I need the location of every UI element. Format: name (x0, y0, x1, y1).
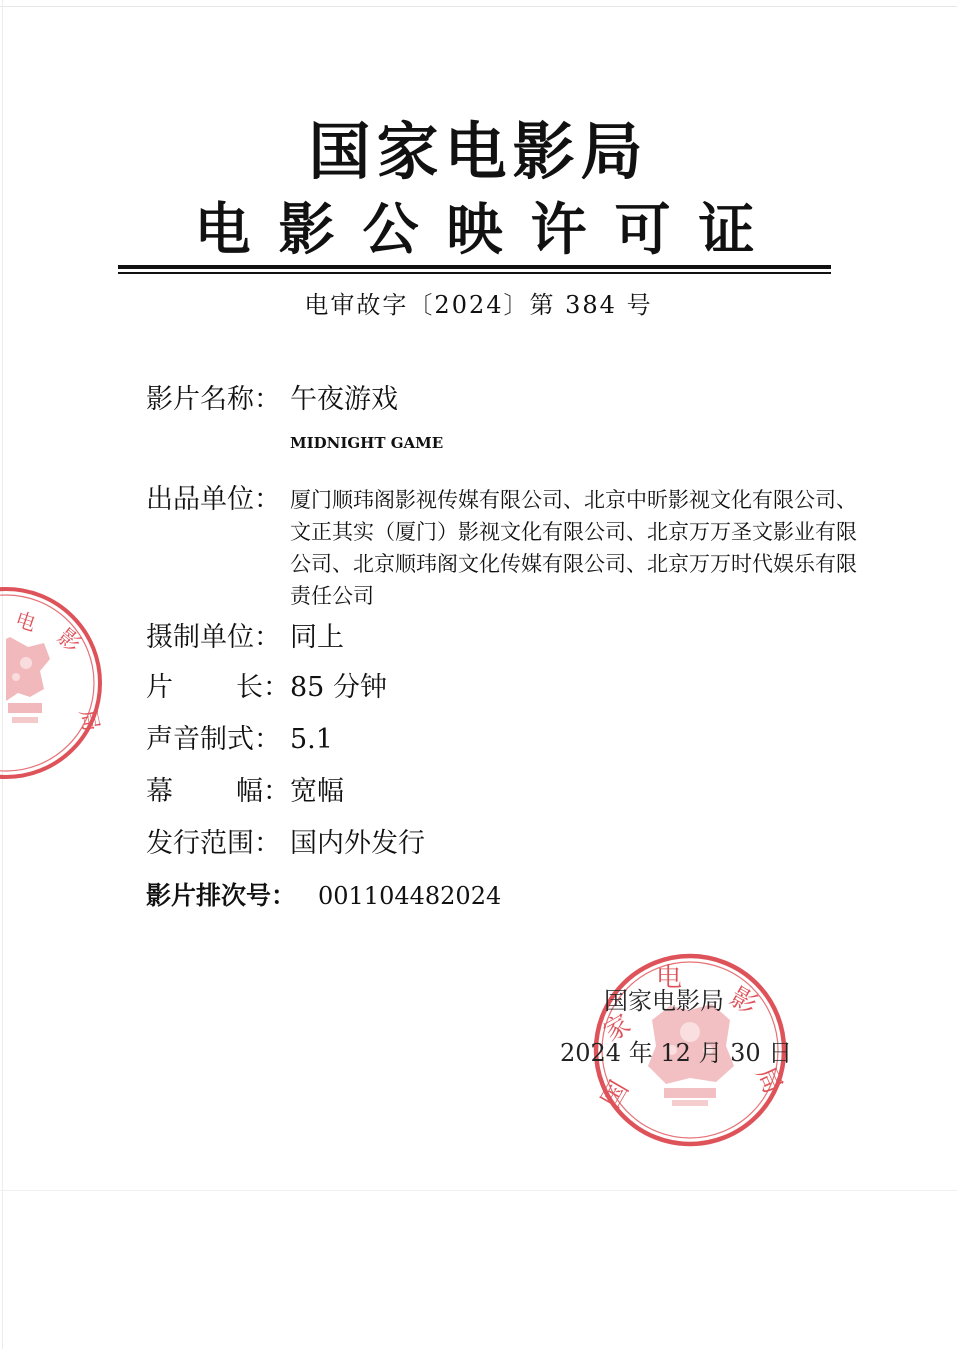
serial-label: 影片排次号： (146, 881, 297, 910)
serial-row (146, 878, 501, 914)
sound-value: 5.1 (290, 724, 333, 755)
scan-border-top (0, 6, 957, 7)
left-seal-stamp (0, 585, 112, 785)
issuer-title: 国家电影局 (308, 115, 649, 188)
shooting-value: 同上 (290, 622, 344, 653)
film-name-label: 影片名称： (146, 384, 281, 415)
release-label: 发行范围： (146, 828, 281, 859)
screen-label-char: 幅： (236, 776, 290, 807)
page-bottom-edge (0, 1190, 957, 1191)
screen-row (146, 774, 344, 810)
seal-char-ying: 影 (724, 982, 763, 1022)
producer-line: 公司、北京顺玮阁文化传媒有限公司、北京万万时代娱乐有限 (290, 552, 857, 576)
document-number: 电审故字〔2024〕第 384 号 (304, 291, 653, 319)
length-label (146, 670, 290, 706)
screen-label (146, 774, 290, 810)
seal-char-jia: 家 (598, 1009, 637, 1049)
producer-row (146, 482, 290, 518)
signature-date: 2024 年 12 月 30 日 (560, 1039, 793, 1067)
length-row (146, 670, 387, 706)
shooting-label: 摄制单位： (146, 622, 281, 653)
seal-char-dian: 电 (656, 963, 683, 993)
left-seal-emblem (6, 637, 50, 723)
screen-value: 宽幅 (290, 776, 344, 807)
screen-label-char: 幕 (146, 776, 173, 807)
producer-line: 文正其实（厦门）影视文化有限公司、北京万万圣文影业有限 (290, 520, 857, 544)
film-name-row (146, 382, 398, 418)
sound-row (146, 722, 333, 758)
film-name-english: MIDNIGHT GAME (290, 434, 444, 452)
header-rule-thick (118, 265, 831, 269)
producer-line: 厦门顺玮阁影视传媒有限公司、北京中昕影视文化有限公司、 (290, 488, 857, 512)
release-row (146, 826, 425, 862)
serial-value: 001104482024 (318, 882, 502, 910)
producer-line: 责任公司 (290, 584, 374, 608)
signature-issuer: 国家电影局 (604, 987, 724, 1015)
release-value: 国内外发行 (290, 828, 425, 859)
seal-char-guo: 国 (596, 1075, 636, 1114)
document-title: 电影公映许可证 (194, 198, 783, 263)
length-label-char: 片 (146, 672, 173, 703)
left-seal-char-3: 局 (74, 707, 104, 734)
film-name-value: 午夜游戏 (290, 384, 398, 415)
length-value: 85 分钟 (290, 672, 387, 703)
producer-label: 出品单位： (146, 484, 281, 515)
seal-char-ju: 局 (749, 1062, 788, 1099)
length-label-char: 长： (236, 672, 290, 703)
shooting-row (146, 620, 344, 656)
header-rule-thin (118, 272, 831, 274)
producer-value (290, 484, 930, 612)
left-seal-char-2: 影 (52, 624, 86, 658)
sound-label: 声音制式： (146, 724, 281, 755)
left-seal-char-1: 电 (12, 606, 39, 636)
